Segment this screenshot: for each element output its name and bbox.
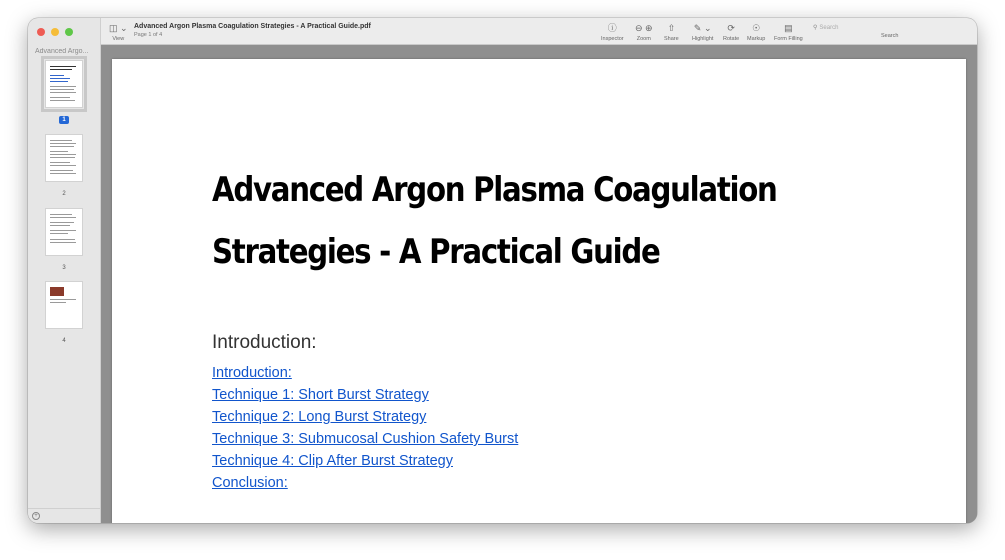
page-indicator: Page 1 of 4 xyxy=(134,32,163,38)
page-number: 1 xyxy=(59,116,68,124)
markup-button[interactable]: ☉ Markup xyxy=(747,23,766,42)
thumbnail-image xyxy=(45,60,83,108)
toc-link-technique-1[interactable]: Technique 1: Short Burst Strategy xyxy=(212,387,429,403)
share-icon: ⇧ xyxy=(667,23,676,33)
toc-item xyxy=(212,472,518,494)
page-number: 2 xyxy=(62,191,66,197)
document-heading xyxy=(212,159,866,283)
heading-line-2: Strategies - A Practical Guide xyxy=(212,232,660,272)
search-placeholder: Search xyxy=(819,25,839,31)
view-button[interactable]: ◫ ⌄ View xyxy=(109,23,128,42)
section-heading: Introduction: xyxy=(212,332,317,353)
toc-item xyxy=(212,428,518,450)
zoom-button[interactable]: ⊖ ⊕ Zoom xyxy=(635,23,653,42)
search-label: Search xyxy=(881,33,899,39)
toc-link-technique-4[interactable]: Technique 4: Clip After Burst Strategy xyxy=(212,453,453,469)
toc-link-technique-2[interactable]: Technique 2: Long Burst Strategy xyxy=(212,409,427,425)
thumbnail-sidebar xyxy=(28,18,101,523)
form-icon: ▤ xyxy=(784,23,793,33)
add-page-icon[interactable]: + xyxy=(32,512,40,520)
page-thumbnail-1[interactable] xyxy=(28,60,100,126)
zoom-window-button[interactable] xyxy=(65,28,73,36)
thumbnail-image xyxy=(45,281,83,329)
page-thumbnail-3[interactable] xyxy=(28,208,100,274)
inspector-button[interactable]: ⓘ Inspector xyxy=(601,23,624,42)
page-thumbnail-2[interactable] xyxy=(28,134,100,200)
share-button[interactable]: ⇧ Share xyxy=(664,23,679,42)
page-thumbnail-4[interactable] xyxy=(28,281,100,347)
sidebar-title: Advanced Argo... xyxy=(35,48,89,55)
toc-item xyxy=(212,406,518,428)
search-icon: ⚲ xyxy=(813,25,818,31)
form-filling-button[interactable]: ▤ Form Filling xyxy=(774,23,803,42)
toc-item xyxy=(212,450,518,472)
toc-link-technique-3[interactable]: Technique 3: Submucosal Cushion Safety Burst xyxy=(212,431,519,447)
toc-item xyxy=(212,362,518,384)
zoom-icons: ⊖ ⊕ xyxy=(635,23,653,33)
thumbnail-image xyxy=(45,134,83,182)
thumbnail-image xyxy=(45,208,83,256)
toolbar xyxy=(101,18,977,45)
preview-window xyxy=(28,18,977,523)
info-icon: ⓘ xyxy=(607,23,617,33)
rotate-button[interactable]: ⟳ Rotate xyxy=(723,23,740,42)
close-button[interactable] xyxy=(37,28,45,36)
sidebar-footer xyxy=(28,508,100,523)
search-field[interactable] xyxy=(813,23,969,33)
page-number: 4 xyxy=(62,338,66,344)
pdf-page xyxy=(112,59,966,523)
rotate-icon: ⟳ xyxy=(727,23,735,33)
minimize-button[interactable] xyxy=(51,28,59,36)
table-of-contents xyxy=(212,362,518,494)
page-number: 3 xyxy=(62,265,66,271)
document-title: Advanced Argon Plasma Coagulation Strategies - A Practical Guide.pdf xyxy=(134,23,371,30)
window-controls xyxy=(37,28,73,36)
toc-link-conclusion[interactable]: Conclusion: xyxy=(212,475,288,491)
heading-line-1: Advanced Argon Plasma Coagulation xyxy=(212,170,777,210)
thumbnail-photo xyxy=(50,287,64,296)
highlight-button[interactable]: ✎ ⌄ Highlight xyxy=(692,23,714,42)
toc-link-introduction[interactable]: Introduction: xyxy=(212,365,292,381)
sidebar-toggle-icon: ◫ ⌄ xyxy=(109,23,128,33)
highlighter-icon: ✎ ⌄ xyxy=(693,23,712,33)
markup-icon: ☉ xyxy=(752,23,761,33)
toc-item xyxy=(212,384,518,406)
document-area[interactable] xyxy=(101,45,977,523)
